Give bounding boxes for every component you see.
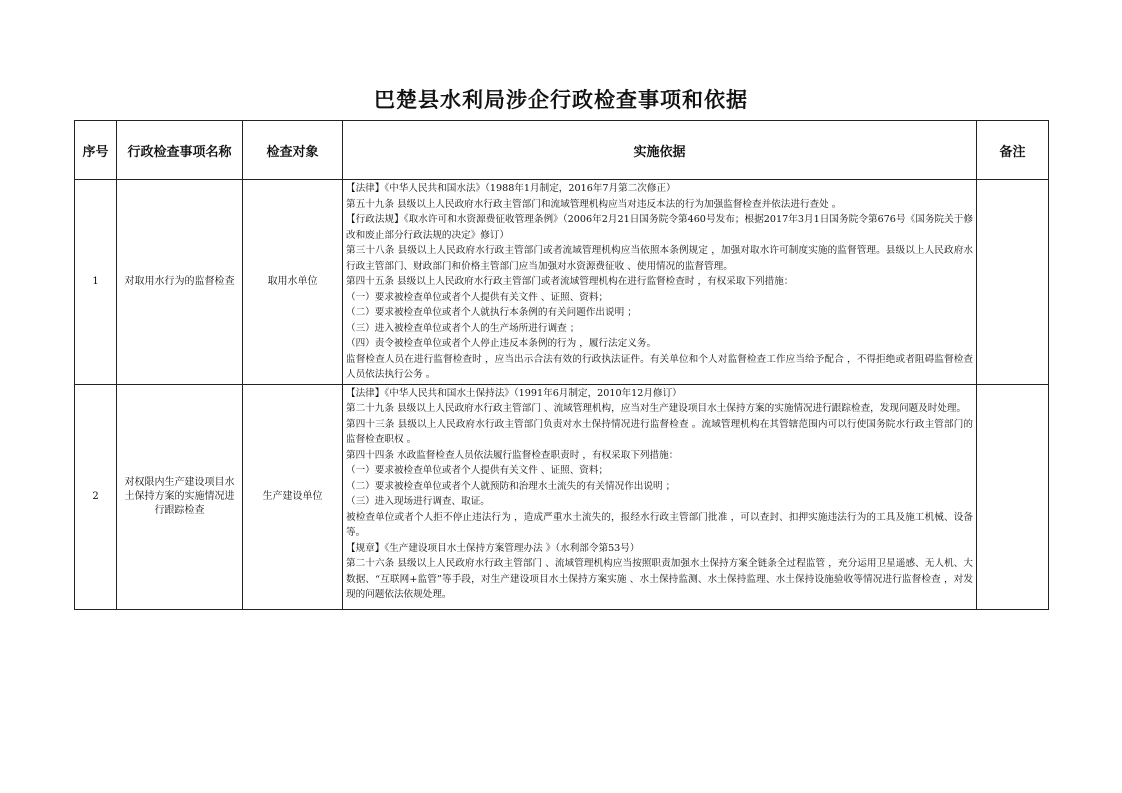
row-item-name: 对权限内生产建设项目水土保持方案的实施情况进行跟踪检查 [117, 384, 243, 609]
page-title: 巴楚县水利局涉企行政检查事项和依据 [374, 87, 748, 112]
basis-line: 第五十九条 县级以上人民政府水行政主管部门和流域管理机构应当对违反本法的行为加强监督检查并依法进行查处 。 [346, 198, 842, 210]
basis-line: （一）要求被检查单位或者个人提供有关文件 、证照、资料； [346, 465, 609, 476]
row-no: 1 [75, 180, 117, 385]
basis-line: 【法律】《中华人民共和国水土保持法》（1991年6月制定，2010年12月修订） [346, 387, 682, 399]
header-item-name: 行政检查事项名称 [117, 121, 243, 180]
basis-line: （三）进入现场进行调查、取证。 [346, 496, 490, 507]
basis-line: 第四十四条 水政监督检查人员依法履行监督检查职责时 ，有权采取下列措施： [346, 449, 679, 461]
basis-line: （一）要求被检查单位或者个人提供有关文件 、证照、资料； [346, 291, 609, 303]
basis-line: 【规章】《生产建设项目水土保持方案管理办法 》（水利部令第53号） [346, 542, 640, 554]
row-item-name: 对取用水行为的监督检查 [117, 180, 243, 385]
basis-line: （二）要求被检查单位或者个人就预防和治理水土流失的有关情况作出说明 ； [346, 480, 676, 492]
table-row [75, 384, 1049, 609]
row-object: 生产建设单位 [243, 384, 343, 609]
table-row [75, 180, 1049, 385]
row-object: 取用水单位 [243, 180, 343, 385]
row-basis [343, 180, 977, 385]
inspection-table [74, 120, 1049, 610]
basis-line: 【法律】《中华人民共和国水法》（1988年1月制定，2016年7月第二次修正） [346, 183, 676, 194]
header-object: 检查对象 [243, 121, 343, 180]
basis-line: 第二十九条 县级以上人民政府水行政主管部门 、流域管理机构，应当对生产建设项目水土保持方案的实施情况进行跟踪检查，发现问题及时处理。 [346, 403, 967, 414]
header-basis: 实施依据 [343, 121, 977, 180]
basis-line: 第四十三条 县级以上人民政府水行政主管部门负责对水土保持情况进行监督检查 。流域管理机构在其管辖范围内可以行使国务院水行政主管部门的监督检查职权 。 [346, 418, 973, 445]
basis-line: 被检查单位或者个人拒不停止违法行为 ，造成严重水土流失的，报经水行政主管部门批准 ，可以查封、扣押实施违法行为的工具及施工机械、设备等。 [346, 511, 973, 538]
basis-line: 监督检查人员在进行监督检查时 ，应当出示合法有效的行政执法证件。有关单位和个人对监督检查工作应当给予配合 ，不得拒绝或者阻碍监督检查人员依法执行公务 。 [346, 353, 973, 380]
basis-line: 【行政法规】《取水许可和水资源费征收管理条例》（2006年2月21日国务院令第460号发布；根据2017年3月1日国务院令第676号《国务院关于修改和废止部分行政法规的决定》修订） [346, 214, 973, 241]
row-no: 2 [75, 384, 117, 609]
row-remark [977, 180, 1049, 385]
basis-line: （三）进入被检查单位或者个人的生产场所进行调查 ； [346, 322, 580, 334]
basis-line: （二）要求被检查单位或者个人就执行本条例的有关问题作出说明 ； [346, 307, 637, 318]
table-header-row [75, 121, 1049, 180]
basis-line: 第三十八条 县级以上人民政府水行政主管部门或者流域管理机构应当依照本条例规定 ，加强对取水许可制度实施的监督管理。县级以上人民政府水行政主管部门、财政部门和价格主管部门应当加强对水资源费征收 、使用情况的监督管理。 [346, 245, 973, 272]
header-remark: 备注 [977, 121, 1049, 180]
basis-line: （四）责令被检查单位或者个人停止违反本条例的行为 ，履行法定义务。 [346, 338, 657, 349]
basis-line: 第四十五条 县级以上人民政府水行政主管部门或者流域管理机构在进行监督检查时 ，有权采取下列措施： [346, 276, 794, 287]
header-no: 序号 [75, 121, 117, 180]
row-basis [343, 384, 977, 609]
basis-line: 第二十六条 县级以上人民政府水行政主管部门 、流域管理机构应当按照职责加强水土保持方案全链条全过程监管 ，充分运用卫星遥感、无人机、大数据、“互联网+监管”等手段，对生产建设项目水土保持方案实施 、水土保持监测、水土保持监理、水土保持设施验收等情况进行监督检查 ，对发现的问题依法依规处理。 [346, 558, 973, 600]
row-remark [977, 384, 1049, 609]
